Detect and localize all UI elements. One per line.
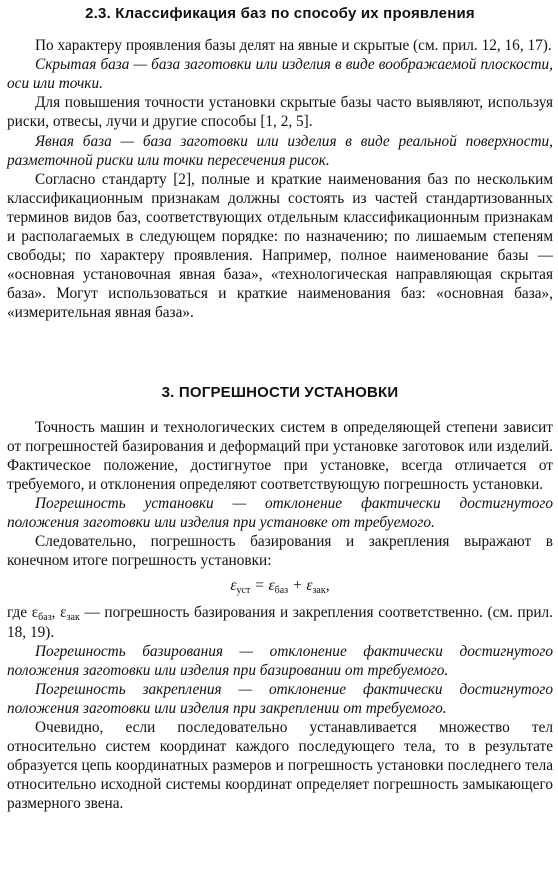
section-2-3-heading: 2.3. Классификация баз по способу их проявления	[85, 5, 475, 22]
paragraph: Очевидно, если последовательно устанавливается множество тел относительно систем координат каждого последующего тела, то в результате образуется цепь координатных размеров и погрешность установки последнего тела относительно исходной системы координат определяет погрешность замыкающего размерного звена.	[7, 719, 553, 813]
definition-hidden-base: Скрытая база — база заготовки или изделия в виде воображаемой плоскости, оси или точки.	[7, 56, 553, 93]
paragraph: Согласно стандарту [2], полные и краткие наименования баз по нескольким классификационным признакам должны состоять из частей стандартизованных терминов видов баз, соответствующих отдельным классификационным признакам и располагаемых в следующем порядке: по назначению; по лишаемым степеням свободы; по характеру проявления. Например, полное наименование базы — «основная установочная явная база», «технологическая направляющая скрытая база». Могут использоваться и краткие наименования баз: «основная база», «измерительная явная база».	[7, 170, 553, 322]
definition-setup-error: Погрешность установки — отклонение фактически достигнутого положения заготовки или изделия при установке от требуемого.	[7, 494, 553, 532]
formula-explanation: где $\varepsilon_{баз}$, $\varepsilon_{зак}$ — погрешность базирования и закрепления соответственно. (см. прил. 18, 19).	[7, 604, 554, 641]
definition-basing-error: Погрешность базирования — отклонение фактически достигнутого положения заготовки или изделия при базировании от требуемого.	[7, 642, 553, 679]
setup-error-formula: $\varepsilon_{уст} = \varepsilon_{баз} + \varepsilon_{зак}$,	[230, 577, 330, 597]
paragraph: Для повышения точности установки скрытые базы часто выявляют, используя риски, отвесы, лучи и другие способы [1, 2, 5].	[7, 94, 553, 131]
paragraph: По характеру проявления базы делят на явные и скрытые (см. прил. 12, 16, 17).	[35, 37, 552, 55]
definition-explicit-base: Явная база — база заготовки или изделия в виде реальной поверхности, разметочной риски или точки пересечения рисок.	[7, 132, 553, 169]
paragraph: Следовательно, погрешность базирования и закрепления выражают в конечном итоге погрешность установки:	[7, 533, 553, 570]
definition-clamping-error: Погрешность закрепления — отклонение фактически достигнутого положения заготовки или изделия при закреплении от требуемого.	[7, 680, 553, 717]
section-3-heading: 3. ПОГРЕШНОСТИ УСТАНОВКИ	[161, 383, 399, 401]
paragraph: Точность машин и технологических систем в определяющей степени зависит от погрешностей базирования и деформаций при установке заготовок или изделий. Фактическое положение, достигнутое при установке, всегда отличается от требуемого, и отклонения определяют соответствующую погрешность установки.	[7, 418, 553, 493]
